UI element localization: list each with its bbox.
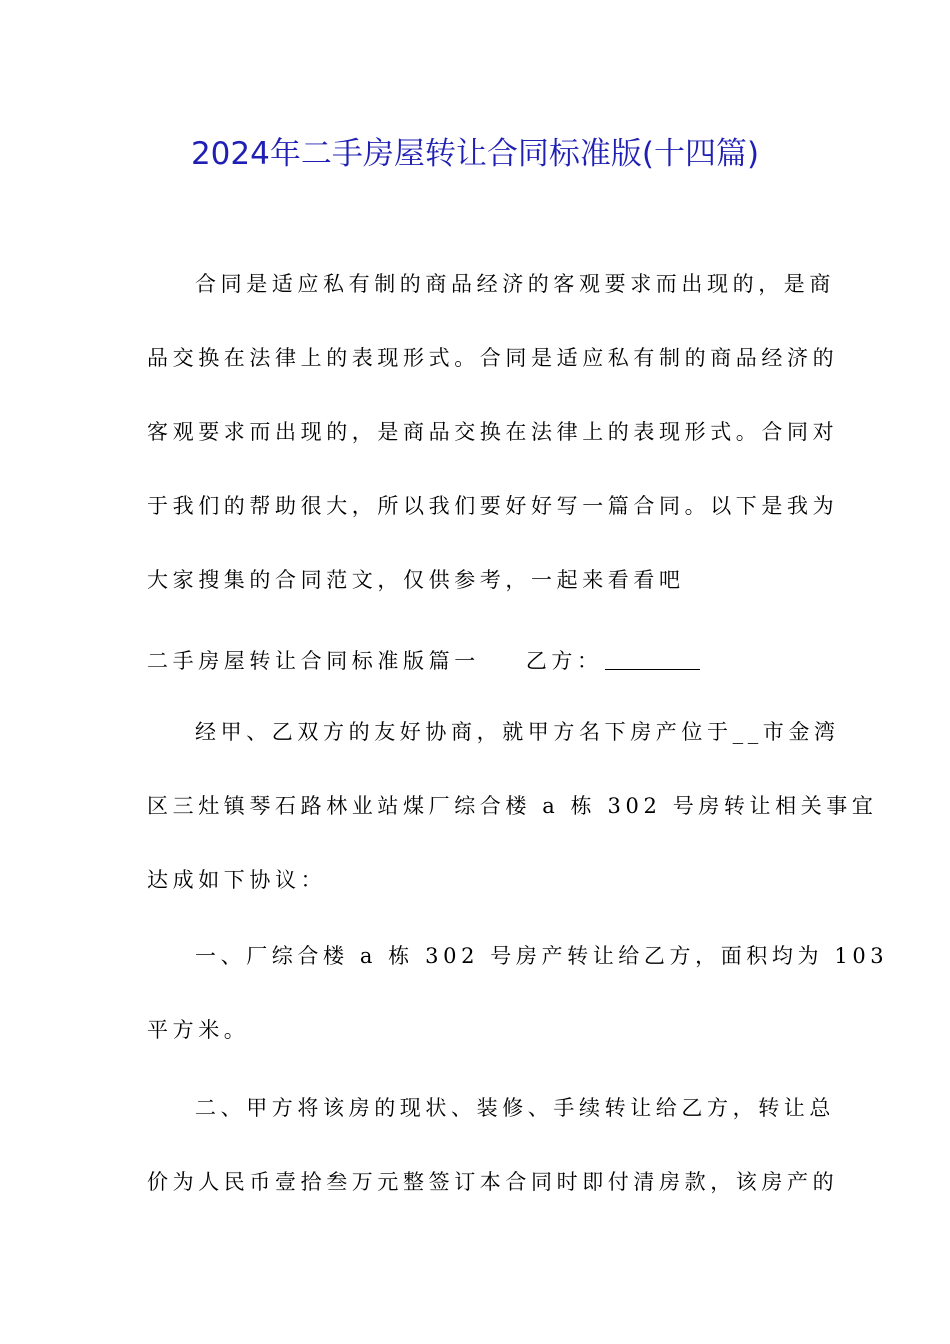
section-heading: 二手房屋转让合同标准版篇一 xyxy=(147,649,480,673)
intro-line: 于我们的帮助很大，所以我们要好好写一篇合同。以下是我为 xyxy=(147,494,839,518)
section-heading-row xyxy=(147,635,700,687)
party-b-blank-line xyxy=(605,651,700,670)
party-b-label: 乙方： xyxy=(525,649,603,673)
intro-line: 品交换在法律上的表现形式。合同是适应私有制的商品经济的 xyxy=(147,346,839,370)
clause-line: 一、厂综合楼 a 栋 302 号房产转让给乙方，面积均为 103 xyxy=(195,944,889,968)
clause-one-paragraph xyxy=(147,919,889,1067)
agreement-paragraph xyxy=(147,695,878,917)
intro-line: 大家搜集的合同范文，仅供参考，一起来看看吧 xyxy=(147,568,685,592)
agreement-line: 达成如下协议： xyxy=(147,868,327,892)
intro-paragraph xyxy=(147,247,839,617)
clause-two-paragraph xyxy=(147,1071,839,1219)
agreement-line: 经甲、乙双方的友好协商，就甲方名下房产位于__市金湾 xyxy=(195,720,840,744)
agreement-line: 区三灶镇琴石路林业站煤厂综合楼 a 栋 302 号房转让相关事宜 xyxy=(147,794,878,818)
intro-line: 合同是适应私有制的商品经济的客观要求而出现的，是商 xyxy=(195,272,835,296)
intro-line: 客观要求而出现的，是商品交换在法律上的表现形式。合同对 xyxy=(147,420,839,444)
clause-line: 二、甲方将该房的现状、装修、手续转让给乙方，转让总 xyxy=(195,1096,835,1120)
clause-line: 价为人民币壹拾叁万元整签订本合同时即付清房款，该房产的 xyxy=(147,1170,839,1194)
document-title: 2024年二手房屋转让合同标准版(十四篇) xyxy=(190,136,760,172)
clause-line: 平方米。 xyxy=(147,1018,250,1042)
